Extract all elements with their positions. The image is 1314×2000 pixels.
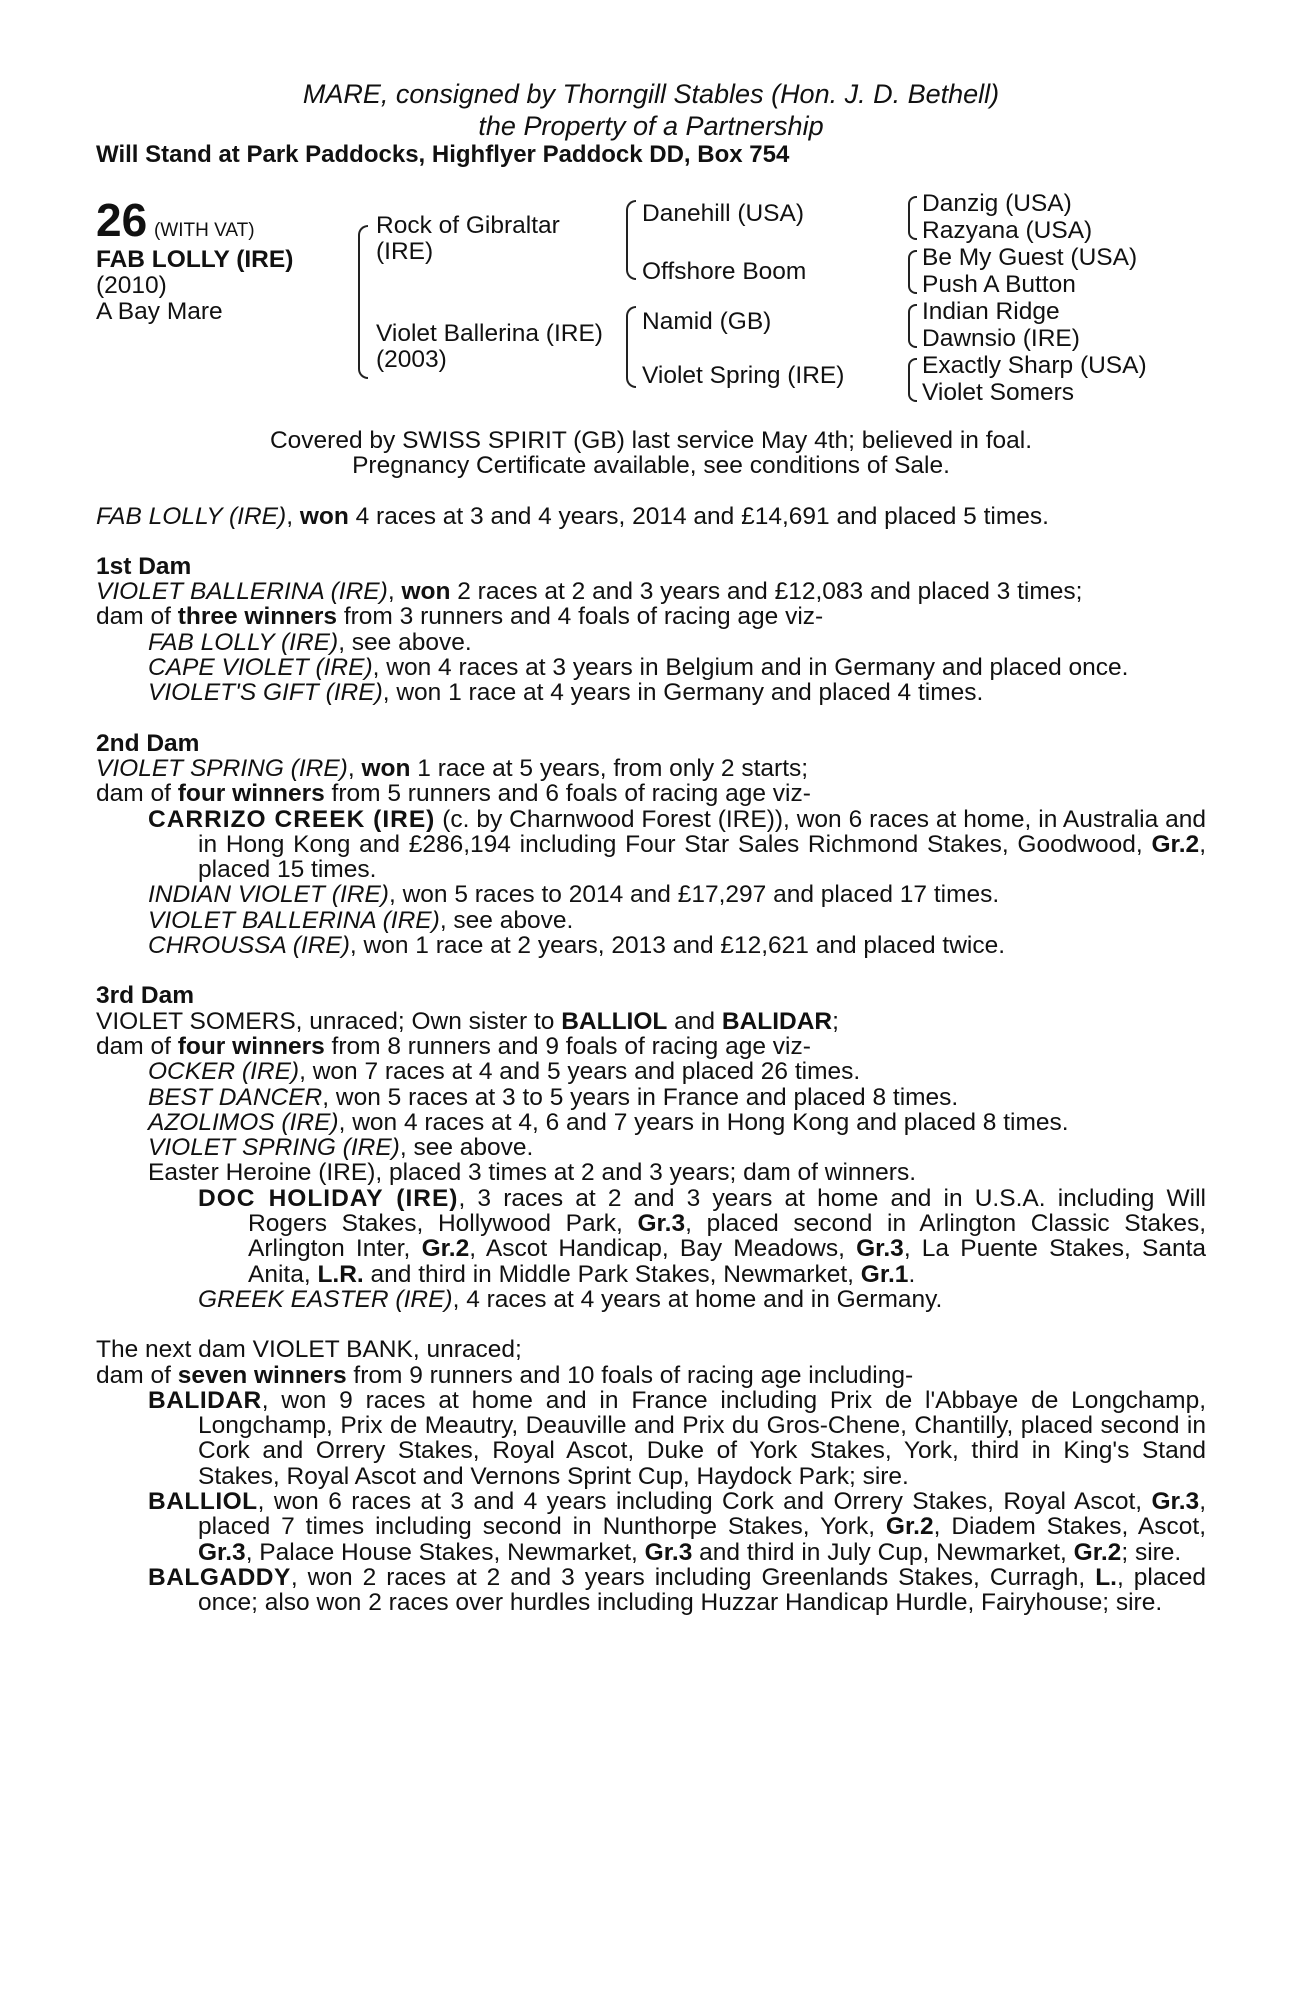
produce-item: VIOLET'S GIFT (IRE), won 1 race at 4 years in Germany and placed 4 times. (148, 679, 984, 707)
sires-dam: Offshore Boom (642, 258, 807, 285)
produce-item: CAPE VIOLET (IRE), won 4 races at 3 years in Belgium and in Germany and placed once. (148, 654, 1129, 682)
ggdam-4: Violet Somers (922, 379, 1075, 406)
second-dam-section (96, 731, 1206, 959)
bracket-g4 (908, 358, 917, 402)
horse-description: A Bay Mare (96, 298, 223, 325)
produce-item: CARRIZO CREEK (IRE) (c. by Charnwood Forest (IRE)), won 6 races at home, in Australia and in Hong Kong and £286,194 including Four Star Sales Richmond Stakes, Goodwood, Gr.2, placed 15 times. (148, 805, 1207, 884)
section-title: 1st Dam (96, 552, 192, 580)
dam-record: VIOLET BALLERINA (IRE), won 2 races at 2 and 3 years and £12,083 and placed 3 times; (96, 578, 1083, 606)
sire-line1: Rock of Gibraltar (376, 212, 560, 239)
produce-item: BEST DANCER, won 5 races at 3 to 5 years in France and placed 8 times. (148, 1083, 959, 1111)
ggsire-4: Exactly Sharp (USA) (922, 352, 1147, 379)
produce-summary: dam of three winners from 3 runners and 4 foals of racing age viz- (96, 603, 824, 631)
catalogue-page (96, 78, 1206, 1615)
bracket-sire-side (626, 200, 636, 280)
produce-item: AZOLIMOS (IRE), won 4 races at 4, 6 and 7 years in Hong Kong and placed 8 times. (148, 1108, 1069, 1136)
produce-item: VIOLET SPRING (IRE), see above. (148, 1134, 534, 1162)
sire-line2: (IRE) (376, 238, 434, 265)
consignor-line: MARE, consigned by Thorngill Stables (Hon. J. D. Bethell) (302, 79, 1000, 109)
section-title: 2nd Dam (96, 729, 200, 757)
bracket-parents (358, 225, 368, 379)
ggdam-3: Dawnsio (IRE) (922, 325, 1080, 352)
dam-record: VIOLET SOMERS, unraced; Own sister to BALLIOL and BALIDAR; (96, 1007, 839, 1035)
dam-record: VIOLET SPRING (IRE), won 1 race at 5 years, from only 2 starts; (96, 754, 809, 782)
covered-line: Covered by SWISS SPIRIT (GB) last service May 4th; believed in foal. (269, 427, 1033, 454)
grand-produce-item: DOC HOLIDAY (IRE), 3 races at 2 and 3 years at home and in U.S.A. including Will Rogers Stakes, Hollywood Park, Gr.3, placed second in Arlington Classic Stakes, Arlington Inter, Gr.2, Ascot Handicap, Bay Meadows, Gr.3, La Puente Stakes, Santa Anita, L.R. and third in Middle Park Stakes, Newmarket, Gr.1. (198, 1184, 1207, 1288)
first-dam-section (96, 554, 1206, 706)
dam-line1: Violet Ballerina (IRE) (376, 320, 603, 347)
covering-note (96, 428, 1206, 479)
produce-item: Easter Heroine (IRE), placed 3 times at 2 and 3 years; dam of winners. (148, 1159, 917, 1187)
grand-produce-item: GREEK EASTER (IRE), 4 races at 4 years at home and in Germany. (198, 1285, 943, 1313)
produce-item: OCKER (IRE), won 7 races at 4 and 5 years and placed 26 times. (148, 1058, 861, 1086)
pedigree-table (96, 190, 1206, 420)
dam-record: The next dam VIOLET BANK, unraced; (96, 1336, 522, 1364)
produce-summary: dam of seven winners from 9 runners and 10 foals of racing age including- (96, 1361, 914, 1389)
produce-item: VIOLET BALLERINA (IRE), see above. (148, 906, 574, 934)
ggdam-1: Razyana (USA) (922, 217, 1093, 244)
produce-item: BALGADDY, won 2 races at 2 and 3 years including Greenlands Stakes, Curragh, L., placed once; also won 2 races over hurdles including Huzzar Handicap Hurdle, Fairyhouse; sire. (148, 1563, 1207, 1617)
vat-note: (WITH VAT) (153, 220, 255, 241)
next-dam-section (96, 1337, 1206, 1615)
bracket-g1 (908, 196, 917, 240)
third-dam-section (96, 983, 1206, 1312)
produce-item: BALIDAR, won 9 races at home and in France including Prix de l'Abbaye de Longchamp, Longchamp, Prix de Meautry, Deauville and Prix du Gros-Chene, Chantilly, placed second in Cork and Orrery Stakes, Royal Ascot, Duke of York Stakes, York, third in King's Stand Stakes, Royal Ascot and Vernons Sprint Cup, Haydock Park; sire. (148, 1386, 1206, 1490)
section-title: 3rd Dam (96, 982, 195, 1010)
race-record: FAB LOLLY (IRE), won 4 races at 3 and 4 years, 2014 and £14,691 and placed 5 times. (96, 502, 1049, 530)
sires-sire: Danehill (USA) (642, 200, 805, 227)
foaling-year: (2010) (96, 272, 167, 299)
property-line: the Property of a Partnership (478, 111, 824, 141)
ggsire-3: Indian Ridge (922, 298, 1060, 325)
produce-summary: dam of four winners from 5 runners and 6 foals of racing age viz- (96, 780, 811, 808)
consignment-header (96, 78, 1206, 170)
bracket-g3 (908, 304, 917, 348)
ggdam-2: Push A Button (922, 271, 1076, 298)
produce-item: CHROUSSA (IRE), won 1 race at 2 years, 2013 and £12,621 and placed twice. (148, 932, 1006, 960)
ggsire-2: Be My Guest (USA) (922, 244, 1138, 271)
bracket-g2 (908, 250, 917, 294)
produce-item: BALLIOL, won 6 races at 3 and 4 years including Cork and Orrery Stakes, Royal Ascot, Gr.3, placed 7 times including second in Nunthorpe Stakes, York, Gr.2, Diadem Stakes, Ascot, Gr.3, Palace House Stakes, Newmarket, Gr.3 and third in July Cup, Newmarket, Gr.2; sire. (148, 1487, 1206, 1566)
ggsire-1: Danzig (USA) (922, 190, 1072, 217)
produce-item: FAB LOLLY (IRE), see above. (148, 628, 472, 656)
lot-number: 26 (96, 194, 148, 246)
pregnancy-line: Pregnancy Certificate available, see conditions of Sale. (352, 452, 950, 480)
produce-item: INDIAN VIOLET (IRE), won 5 races to 2014 and £17,297 and placed 17 times. (148, 881, 1000, 909)
bracket-dam-side (626, 306, 636, 388)
location-line: Will Stand at Park Paddocks, Highflyer Paddock DD, Box 754 (96, 141, 790, 168)
dams-dam: Violet Spring (IRE) (642, 362, 845, 389)
horse-name: FAB LOLLY (IRE) (96, 246, 294, 273)
lot-number-row (96, 196, 255, 244)
dam-line2: (2003) (376, 346, 447, 373)
dams-sire: Namid (GB) (642, 308, 772, 335)
produce-summary: dam of four winners from 8 runners and 9 foals of racing age viz- (96, 1032, 811, 1060)
